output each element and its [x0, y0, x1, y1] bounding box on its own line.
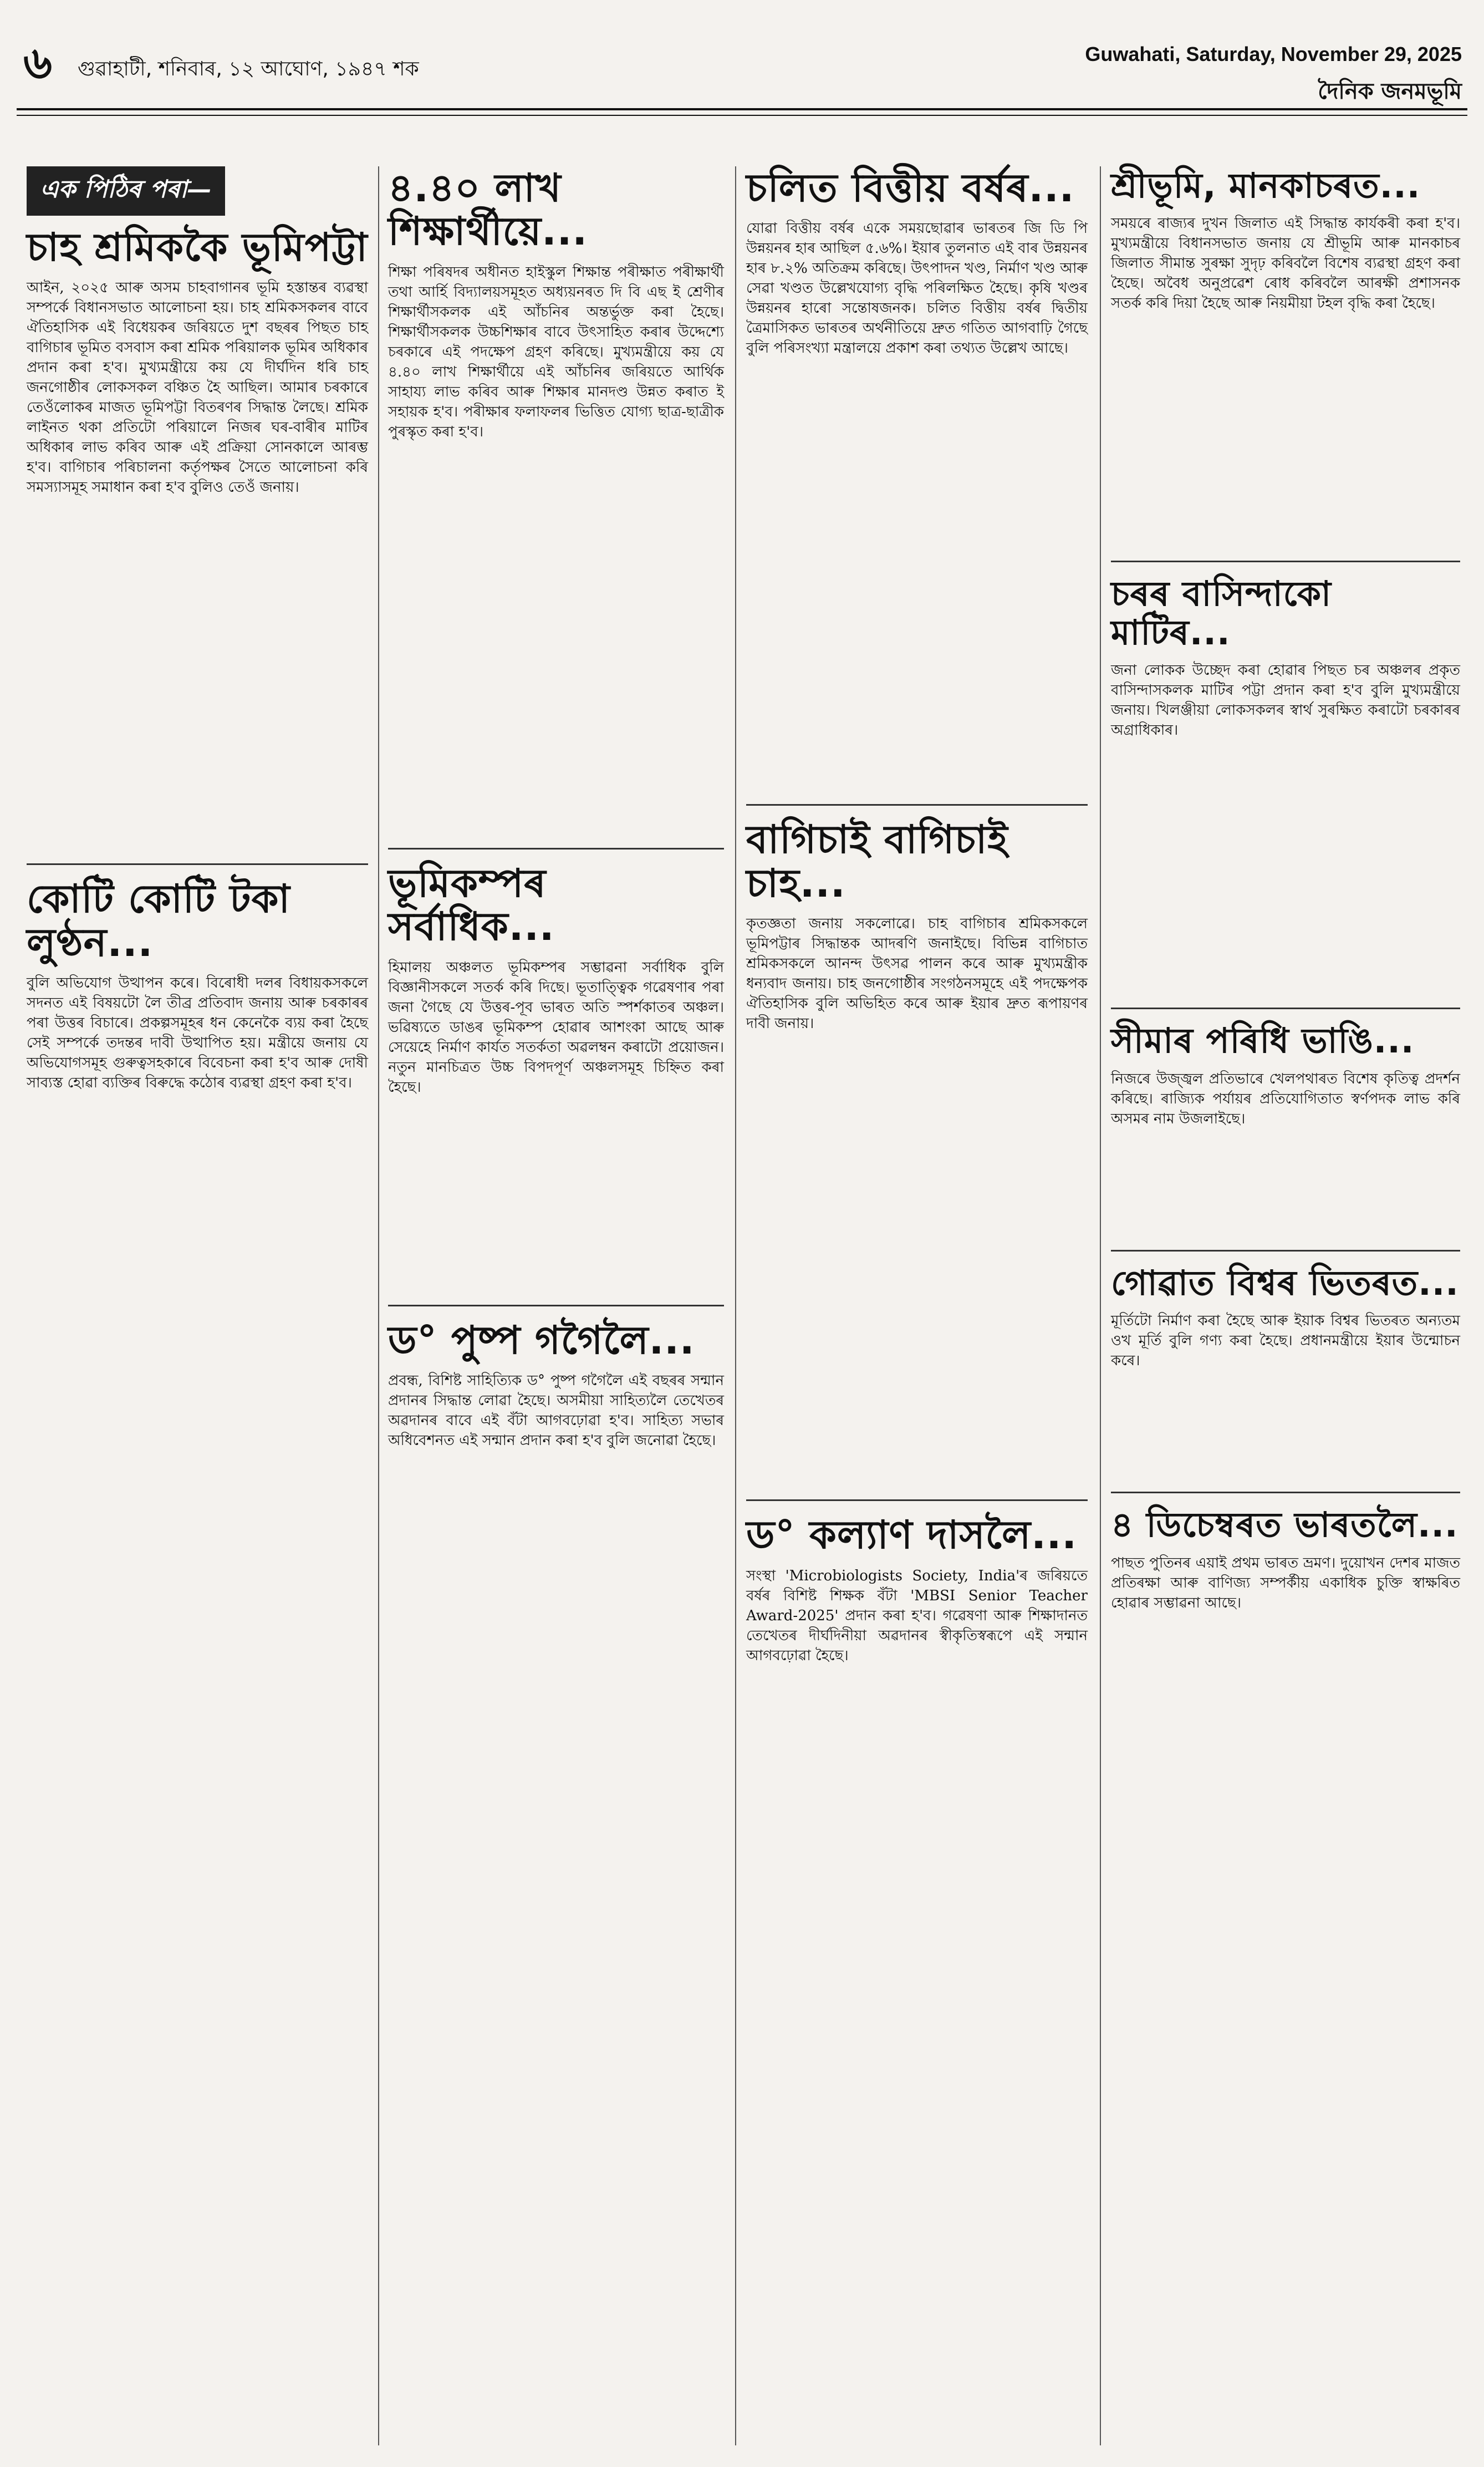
headline: ড° কল্যাণ দাসলৈ...	[746, 1512, 1077, 1558]
article-looting	[27, 876, 373, 1544]
continued-label: এক পিঠিৰ পৰা—	[27, 166, 225, 216]
article-body: আইন, ২০২৫ আৰু অসম চাহবাগানৰ ভূমি হস্তান্তৰ ব্যৱস্থা সম্পৰ্কে বিধানসভাত আলোচনা হয়। চাহ শ্ৰমিকসকলৰ বাবে ঐতিহাসিক এই বিধেয়কৰ জৰিয়তে দুশ বছৰৰ পিছত চাহ বাগিচাৰ ভূমিত বসবাস কৰা শ্ৰমিক পৰিয়ালক ভূমিৰ অধিকাৰ প্ৰদান কৰা হ'ব। মুখ্যমন্ত্ৰীয়ে কয় যে দীৰ্ঘদিন ধৰি চাহ জনগোষ্ঠীৰ লোকসকল বঞ্চিত হৈ আছিল। আমাৰ চৰকাৰে তেওঁলোকৰ মাজত ভূমিপট্টা বিতৰণৰ সিদ্ধান্ত লৈছে। শ্ৰমিক লাইনত থকা প্ৰতিটো পৰিয়ালে নিজৰ ঘৰ-বাৰীৰ মাটিৰ অধিকাৰ লাভ কৰিব আৰু এই প্ৰক্ৰিয়া সোনকালে আৰম্ভ হ'ব। বাগিচাৰ পৰিচালনা কৰ্তৃপক্ষৰ সৈতে আলোচনা কৰি সমস্যাসমূহ সমাধান কৰা হ'ব বুলিও তেওঁ জনায়।	[27, 279, 373, 496]
article-body: জনা লোকক উচ্ছেদ কৰা হোৱাৰ পিছত চৰ অঞ্চলৰ প্ৰকৃত বাসিন্দাসকলক মাটিৰ পট্টা প্ৰদান কৰা হ'ব বুলি মুখ্যমন্ত্ৰীয়ে জনায়। খিলঞ্জীয়া লোকসকলৰ স্বাৰ্থ সুৰক্ষিত কৰাটো চৰকাৰৰ অগ্ৰাধিকাৰ।	[1111, 662, 1465, 739]
masthead-rule-thin	[17, 115, 1467, 116]
article-limits	[1111, 1020, 1465, 1235]
article-body: বুলি অভিযোগ উত্থাপন কৰে। বিৰোধী দলৰ বিধায়কসকলে সদনত এই বিষয়টো লৈ তীব্ৰ প্ৰতিবাদ জনায় আৰু চৰকাৰৰ পৰা উত্তৰ বিচাৰে। প্ৰকল্পসমূহৰ ধন কেনেকৈ ব্যয় কৰা হৈছে সেই সম্পৰ্কে তদন্তৰ দাবী উত্থাপিত হয়। মন্ত্ৰীয়ে জনায় যে অভিযোগসমূহ গুৰুত্বসহকাৰে বিবেচনা কৰা হ'ব আৰু দোষী সাব্যস্ত হোৱা ব্যক্তিৰ বিৰুদ্ধে কঠোৰ ব্যৱস্থা গ্ৰহণ কৰা হ'ব।	[27, 975, 373, 1092]
article-separator	[746, 1499, 1088, 1501]
column-divider	[735, 166, 736, 2445]
article-december-india	[1111, 1504, 1465, 1719]
article-kalyan-das	[746, 1512, 1093, 1898]
headline: গোৱাত বিশ্বৰ ভিতৰত...	[1111, 1262, 1459, 1303]
article-body: কৃতজ্ঞতা জনায় সকলোৱে। চাহ বাগিচাৰ শ্ৰমিকসকলে ভূমিপট্টাৰ সিদ্ধান্তক আদৰণি জনাইছে। বিভিন্ন বাগিচাত শ্ৰমিকসকলে আনন্দ উৎসৱ পালন কৰে আৰু মুখ্যমন্ত্ৰীক ধন্যবাদ জনায়। চাহ জনগোষ্ঠীৰ সংগঠনসমূহে এই পদক্ষেপক ঐতিহাসিক বুলি অভিহিত কৰে আৰু ইয়াৰ দ্ৰুত ৰূপায়ণৰ দাবী জনায়।	[746, 915, 1093, 1032]
headline: শ্ৰীভূমি, মানকাচৰত...	[1111, 165, 1421, 206]
headline: ভূমিকম্পৰ সৰ্বাধিক...	[388, 860, 555, 950]
column-3	[746, 165, 1093, 2451]
headline: চাহ শ্ৰমিককৈ ভূমিপট্টা	[27, 225, 368, 270]
headline: ড° পুষ্প গগৈলৈ...	[388, 1317, 695, 1363]
headline: চৰৰ বাসিন্দাকো মাটিৰ...	[1111, 573, 1332, 653]
article-separator	[1111, 561, 1460, 562]
headline: ৪.৪০ লাখ শিক্ষাৰ্থীয়ে...	[388, 165, 588, 255]
article-body: পাছত পুতিনৰ এয়াই প্ৰথম ভাৰত ভ্ৰমণ। দুয়োখন দেশৰ মাজত প্ৰতিৰক্ষা আৰু বাণিজ্য সম্পৰ্কীয় একাধিক চুক্তি স্বাক্ষৰিত হোৱাৰ সম্ভাৱনা আছে।	[1111, 1554, 1465, 1611]
article-pushpa-gogoi	[388, 1317, 729, 1703]
article-separator	[1111, 1008, 1460, 1009]
article-body: হিমালয় অঞ্চলত ভূমিকম্পৰ সম্ভাৱনা সৰ্বাধিক বুলি বিজ্ঞানীসকলে সতৰ্ক কৰি দিছে। ভূতাত্ত্বিক গৱেষণাৰ পৰা জনা গৈছে যে উত্তৰ-পূব ভাৰত অতি স্পৰ্শকাতৰ অঞ্চল। ভৱিষ্যতে ডাঙৰ ভূমিকম্প হোৱাৰ আশংকা আছে আৰু সেয়েহে নিৰ্মাণ কাৰ্যত সতৰ্কতা অৱলম্বন কৰাটো প্ৰয়োজন। নতুন মানচিত্ৰত উচ্চ বিপদপূৰ্ণ অঞ্চলসমূহ চিহ্নিত কৰা হৈছে।	[388, 959, 729, 1096]
column-4	[1111, 165, 1465, 2451]
headline: বাগিচাই বাগিচাই চাহ...	[746, 817, 1008, 906]
column-divider	[378, 166, 379, 2445]
article-separator	[27, 863, 368, 865]
article-separator	[1111, 1492, 1460, 1493]
article-body: যোৱা বিত্তীয় বৰ্ষৰ একে সময়ছোৱাৰ ভাৰতৰ জি ডি পি উন্নয়নৰ হাৰ আছিল ৫.৬%। ইয়াৰ তুলনাত এই বাৰ উন্নয়নৰ হাৰ ৮.২% অতিক্ৰম কৰিছে। উৎপাদন খণ্ড, নিৰ্মাণ খণ্ড আৰু সেৱা খণ্ডত উল্লেখযোগ্য বৃদ্ধি পৰিলক্ষিত হৈছে। কৃষি খণ্ডৰ উন্নয়নৰ হাৰো সন্তোষজনক। চলিত বিত্তীয় বৰ্ষৰ দ্বিতীয় ত্ৰৈমাসিকত ভাৰতৰ অৰ্থনীতিয়ে দ্ৰুত গতিত আগবাঢ়ি গৈছে বুলি পৰিসংখ্যা মন্ত্ৰালয়ে প্ৰকাশ কৰা তথ্যত উল্লেখ আছে।	[746, 220, 1093, 357]
article-body: শিক্ষা পৰিষদৰ অধীনত হাইস্কুল শিক্ষান্ত পৰীক্ষাত পৰীক্ষাৰ্থী তথা আৰ্হি বিদ্যালয়সমূহত অধ্যয়নৰত দি বি এছ ই শ্ৰেণীৰ শিক্ষাৰ্থীসকলক এই আঁচনিৰ অন্তৰ্ভুক্ত কৰা হৈছে। শিক্ষাৰ্থীসকলক উচ্চশিক্ষাৰ বাবে উৎসাহিত কৰাৰ উদ্দেশ্যে চৰকাৰে এই পদক্ষেপ গ্ৰহণ কৰিছে। মুখ্যমন্ত্ৰীয়ে কয় যে ৪.৪০ লাখ শিক্ষাৰ্থীয়ে এই আঁচনিৰ জৰিয়তে আৰ্থিক সাহায্য লাভ কৰিব আৰু শিক্ষাৰ মানদণ্ড উন্নত কৰাত ই সহায়ক হ'ব। পৰীক্ষাৰ ফলাফলৰ ভিত্তিত যোগ্য ছাত্ৰ-ছাত্ৰীক পুৰস্কৃত কৰা হ'ব।	[388, 263, 729, 440]
article-separator	[1111, 1250, 1460, 1252]
date-line-assamese: গুৱাহাটী, শনিবাৰ, ১২ আঘোণ, ১৯৪৭ শক	[78, 58, 419, 80]
headline: কোটি কোটি টকা লুণ্ঠন...	[27, 876, 290, 965]
column-2	[388, 165, 729, 2451]
masthead	[17, 30, 1467, 136]
article-body: সংস্থা 'Microbiologists Society, India'ৰ জৰিয়তে বৰ্ষৰ বিশিষ্ট শিক্ষক বঁটা 'MBSI Senior Teacher Award-2025' প্ৰদান কৰা হ'ব। গৱেষণা আৰু শিক্ষাদানত তেখেতৰ দীৰ্ঘদিনীয়া অৱদানৰ স্বীকৃতিস্বৰূপে এই সন্মান আগবঢ়োৱা হৈছে।	[746, 1567, 1093, 1664]
newspaper-name: দৈনিক জনমভূমি	[1318, 78, 1462, 104]
article-tea-gardens	[746, 817, 1093, 1485]
article-body: মূৰ্তিটো নিৰ্মাণ কৰা হৈছে আৰু ইয়াক বিশ্বৰ ভিতৰত অন্যতম ওখ মূৰ্তি বুলি গণ্য কৰা হৈছে। প্ৰধানমন্ত্ৰীয়ে ইয়াৰ উন্মোচন কৰে।	[1111, 1313, 1465, 1370]
article-earthquake	[388, 860, 729, 1290]
article-separator	[746, 804, 1088, 806]
article-body: প্ৰবন্ধ, বিশিষ্ট সাহিত্যিক ড° পুষ্প গগৈলৈ এই বছৰৰ সন্মান প্ৰদানৰ সিদ্ধান্ত লোৱা হৈছে। অসমীয়া সাহিত্যলৈ তেখেতৰ অৱদানৰ বাবে এই বঁটা আগবঢ়োৱা হ'ব। সাহিত্য সভাৰ অধিবেশনত এই সন্মান প্ৰদান কৰা হ'ব বুলি জনোৱা হৈছে।	[388, 1372, 729, 1449]
headline: সীমাৰ পৰিধি ভাঙি...	[1111, 1020, 1415, 1061]
article-financial-year	[746, 165, 1093, 790]
article-separator	[388, 848, 724, 850]
article-sribhumi	[1111, 165, 1465, 546]
date-line-english: Guwahati, Saturday, November 29, 2025	[1085, 43, 1462, 65]
column-1	[27, 166, 373, 2451]
article-char-residents	[1111, 573, 1465, 993]
article-students	[388, 165, 729, 833]
column-divider	[1100, 166, 1101, 2445]
headline: ৪ ডিচেম্বৰত ভাৰতলৈ...	[1111, 1504, 1458, 1545]
article-separator	[388, 1305, 724, 1306]
article-body: সময়ৰে ৰাজ্যৰ দুখন জিলাত এই সিদ্ধান্ত কাৰ্যকৰী কৰা হ'ব। মুখ্যমন্ত্ৰীয়ে বিধানসভাত জনায় যে শ্ৰীভূমি আৰু মানকাচৰ জিলাত সীমান্ত সুৰক্ষা সুদৃঢ় কৰিবলৈ বিশেষ ব্যৱস্থা গ্ৰহণ কৰা হৈছে। অবৈধ অনুপ্ৰৱেশ ৰোধ কৰিবলৈ আৰক্ষী প্ৰশাসনক সতৰ্ক কৰি দিয়া হৈছে আৰু নিয়মীয়া টহল বৃদ্ধি কৰা হৈছে।	[1111, 215, 1465, 312]
article-body: নিজৰে উজ্জ্বল প্ৰতিভাৰে খেলপথাৰত বিশেষ কৃতিত্ব প্ৰদৰ্শন কৰিছে। ৰাজ্যিক পৰ্যায়ৰ প্ৰতিযোগিতাত স্বৰ্ণপদক লাভ কৰি অসমৰ নাম উজলাইছে।	[1111, 1070, 1465, 1127]
headline: চলিত বিত্তীয় বৰ্ষৰ...	[746, 165, 1075, 211]
masthead-rule	[17, 108, 1467, 110]
article-goa	[1111, 1262, 1465, 1477]
article-land-patta	[27, 225, 373, 849]
page-number: ৬	[23, 37, 53, 89]
